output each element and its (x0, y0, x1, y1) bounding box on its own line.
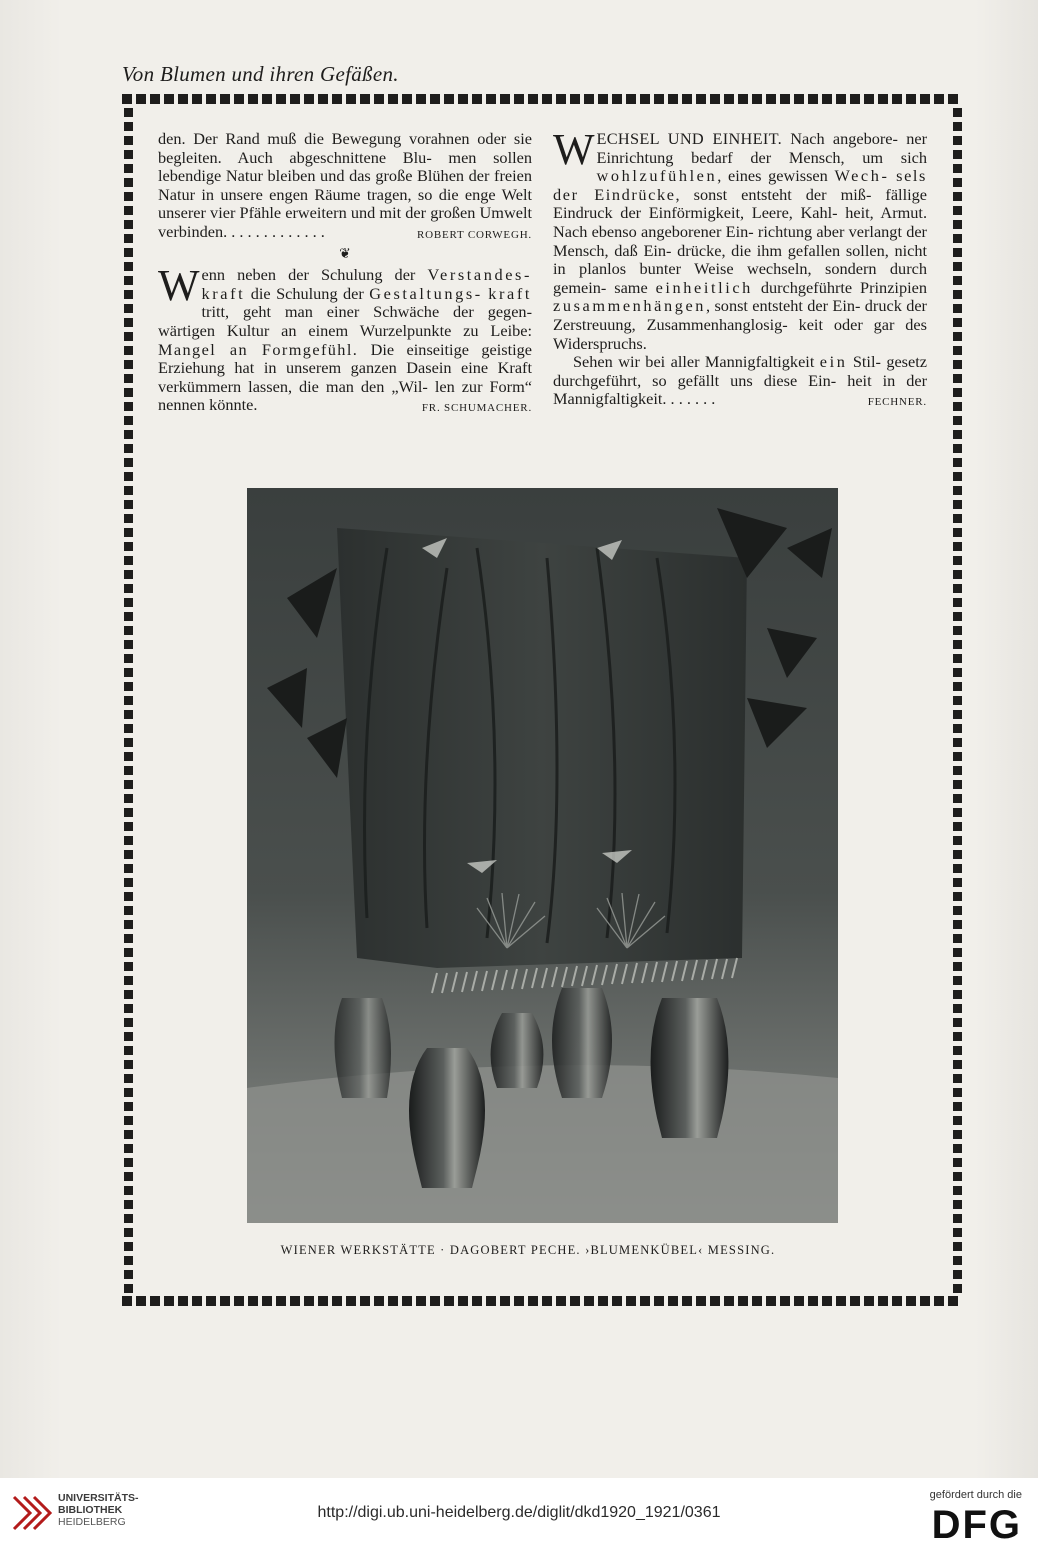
right-text-column (553, 125, 928, 412)
text-run: bunter Weise wechseln, sondern durch gemein- (553, 259, 927, 297)
text-line: verbinden. . . . . . . . . . . . . (158, 221, 325, 241)
text-run: gesetz durchgeführt, so gefällt uns diese Ein- (553, 352, 927, 390)
text-run: heit, Armut. Nach ebenso angeborener Ein- (553, 203, 928, 241)
text-run: len zur Form“ nennen könnte. (158, 376, 532, 415)
spaced-text: zusammenhängen (553, 296, 707, 316)
running-head: Von Blumen und ihren Gefäßen. (122, 62, 399, 86)
permalink-url[interactable]: http://digi.ub.uni-heidelberg.de/diglit/dkd1920_1921/0361 (317, 1504, 721, 1521)
spaced-text: sels der Eindrücke (553, 166, 927, 204)
drop-cap: W (553, 125, 593, 174)
library-name-line: BIBLIOTHEK (58, 1504, 123, 1516)
text-run: fällige Eindruck der Einförmigkeit, Leere, Kahl- (553, 184, 927, 223)
author-signature: ROBERT CORWEGH. (416, 228, 532, 241)
figure-caption: WIENER WERKSTÄTTE · DAGOBERT PECHE. ›BLUMENKÜBEL‹ MESSING. (280, 1243, 776, 1257)
text-line: Räume tragen, so die enge Welt unserer vier (158, 184, 532, 223)
text-run: enn neben der Schulung der (201, 265, 428, 285)
spaced-text: einheitlich (655, 277, 753, 297)
author-signature: FECHNER. (867, 396, 927, 409)
frame-top-border (122, 94, 958, 104)
text-run: geistige Erziehung hat in unserem ganzen Dasein (158, 339, 532, 378)
spaced-text: kraft (201, 283, 246, 303)
text-line: men sollen lebendige Natur bleiben und das (158, 147, 532, 186)
text-line: oder sie begleiten. Auch abgeschnittene Blu- (158, 129, 532, 167)
corwegh-paragraph (158, 130, 532, 242)
spaced-text: Verstandes- (427, 265, 532, 285)
text-line: große Blühen der freien Natur in unsere engen (158, 166, 533, 204)
spaced-text: Wech- (834, 166, 890, 186)
text-run: , sonst entsteht der Ein- (706, 296, 861, 316)
text-line: den. Der Rand muß die Bewegung vorahnen (158, 129, 470, 148)
fleuron-ornament: ❦ (339, 246, 351, 262)
library-name-line: UNIVERSITÄTS- (58, 1492, 139, 1504)
funding-note: gefördert durch die (929, 1489, 1022, 1501)
text-run: Die einseitige (358, 339, 469, 359)
section-heading: ECHSEL UND EINHEIT. (596, 129, 782, 148)
text-run: same (614, 277, 656, 297)
text-run: durchgeführte Prinzipien (752, 277, 927, 297)
text-run: Sehen wir bei aller Mannigfaltigkeit (573, 352, 820, 372)
text-run: Nach angebore- (781, 129, 898, 148)
left-text-column (158, 130, 532, 418)
text-run: drücke, die ihm gefallen sollen, nicht in planlos (553, 240, 927, 279)
spaced-text: Mangel an Formgefühl. (158, 339, 359, 359)
library-name-line: HEIDELBERG (58, 1516, 126, 1528)
text-run: Leibe: (490, 320, 532, 340)
text-run: sich (900, 147, 927, 167)
dfg-logo: DFG (931, 1503, 1022, 1547)
text-run: Stil- (847, 352, 881, 372)
spaced-text: wohlzufühlen (596, 166, 718, 186)
schumacher-paragraph (158, 261, 532, 415)
text-run: die Schulung der (245, 283, 370, 303)
text-run: druck der Zerstreuung, Zusammenhanglosig- (553, 296, 927, 334)
spaced-text: ein (819, 352, 848, 372)
author-signature: FR. SCHUMACHER. (421, 402, 532, 415)
text-line: Pfähle erweitern und mit der großen Umwelt (239, 203, 532, 223)
drop-cap: W (158, 261, 198, 311)
text-run: richtung aber verlangt der Mensch, daß Ein- (553, 221, 927, 260)
frame-right-border (953, 108, 962, 1294)
text-run: wärtigen Kultur an einem Wurzelpunkte zu (158, 320, 479, 340)
footer-bar (0, 1478, 1038, 1552)
spaced-text: kraft (488, 283, 532, 303)
flower-vessel-photograph (247, 488, 838, 1223)
text-run: heit in der Mannigfaltigkeit. . . . . . . (553, 370, 928, 409)
fechner-paragraph (553, 353, 927, 409)
text-run: eine Kraft verkümmern lassen, die man den „Wil- (158, 358, 532, 396)
frame-bottom-border (122, 1296, 958, 1306)
text-run: ner Einrichtung bedarf der Mensch, um (596, 129, 927, 167)
spaced-text: Gestaltungs- (369, 283, 483, 303)
text-run: , sonst entsteht der miß- (675, 184, 872, 204)
wechsel-paragraph (553, 125, 928, 353)
text-run: , eines gewissen (717, 166, 835, 186)
text-run: tritt, geht man einer Schwäche der gegen- (201, 302, 532, 322)
frame-left-border (124, 108, 133, 1294)
text-run: keit oder gar des Widerspruchs. (553, 314, 927, 353)
